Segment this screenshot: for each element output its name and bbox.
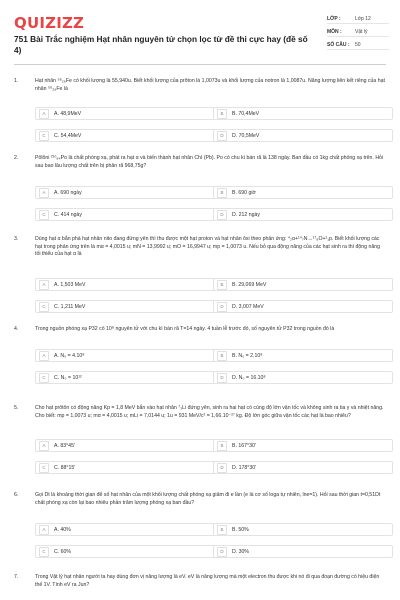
answer-option[interactable] — [35, 186, 215, 199]
option-text: A. 40% — [54, 526, 71, 533]
option-text: B. 690 giờ — [232, 189, 256, 196]
option-text: A. 48,9MeV — [54, 110, 82, 117]
answer-option[interactable] — [213, 349, 393, 362]
answer-option[interactable] — [213, 545, 393, 558]
option-text: B. 70,4MeV — [232, 110, 260, 117]
option-text: A. 690 ngày — [54, 189, 82, 196]
answer-option[interactable] — [213, 278, 393, 291]
meta-grade — [327, 14, 389, 24]
option-text: A. 1,503 MeV — [54, 281, 86, 288]
option-letter: C — [39, 131, 49, 141]
option-text: C. 60% — [54, 548, 72, 555]
option-letter: A — [39, 109, 49, 119]
option-letter: B — [217, 351, 227, 361]
option-text: A. N₀ = 4.10⁸ — [54, 352, 85, 359]
page-title: 751 Bài Trắc nghiệm Hạt nhân nguyên tử chọn lọc từ đề thi cực hay (đề số 4) — [14, 34, 308, 55]
option-letter: A — [39, 525, 49, 535]
question-number: 4. — [14, 326, 19, 332]
option-letter: C — [39, 373, 49, 383]
option-letter: A — [39, 280, 49, 290]
option-letter: B — [217, 109, 227, 119]
option-text: A. 83°45′ — [54, 442, 75, 449]
option-text: C. 414 ngày — [54, 211, 82, 218]
answer-option[interactable] — [35, 107, 215, 120]
answer-option[interactable] — [213, 523, 393, 536]
option-letter: D — [217, 463, 227, 473]
question-text: Hạt nhân ⁵⁶₂₆Fe có khối lượng là 55,940u. Biết khối lượng của prôton là 1,0073u và khối lượng của notron là 1,0087u. Năng lượng liên kết riêng của hạt nhân ⁵⁶₂₆Fe là — [35, 78, 385, 92]
question-3 — [14, 236, 386, 280]
answer-option[interactable] — [213, 371, 393, 384]
meta-label: SỐ CÂU : — [327, 41, 350, 48]
option-text: C. N₀ = 10¹² — [54, 374, 82, 381]
question-5 — [14, 405, 386, 441]
question-7 — [14, 574, 386, 598]
option-letter: B — [217, 280, 227, 290]
option-letter: D — [217, 373, 227, 383]
option-letter: A — [39, 188, 49, 198]
answer-option[interactable] — [213, 129, 393, 142]
option-letter: B — [217, 441, 227, 451]
option-text: D. 70,5MeV — [232, 132, 260, 139]
option-text: C. 54,4MeV — [54, 132, 82, 139]
meta-label: LỚP : — [327, 15, 341, 22]
answer-option[interactable] — [35, 129, 215, 142]
meta-value: Vật lý — [355, 28, 368, 35]
question-text: Trong nguồn phóng xạ P32 có 10⁸ nguyên tử với chu kì bán rã T=14 ngày. 4 tuần lễ trước đó, số nguyên tử P32 trong nguồn đó là — [35, 326, 335, 332]
option-text: D. 212 ngày — [232, 211, 260, 218]
answer-option[interactable] — [35, 523, 215, 536]
meta-subject — [327, 27, 389, 37]
meta-value: Lớp 12 — [355, 15, 371, 22]
meta-value: 50 — [355, 41, 361, 48]
option-letter: C — [39, 210, 49, 220]
option-letter: D — [217, 302, 227, 312]
option-text: D. 3,007 MeV — [232, 303, 264, 310]
meta-label: MÔN : — [327, 28, 342, 35]
meta-count — [327, 40, 389, 50]
option-text: B. N₀ = 2.10⁸ — [232, 352, 263, 359]
question-number: 7. — [14, 574, 19, 580]
answer-option[interactable] — [35, 545, 215, 558]
option-text: D. 178°30′ — [232, 464, 257, 471]
option-letter: C — [39, 547, 49, 557]
question-number: 1. — [14, 78, 19, 84]
question-number: 6. — [14, 492, 19, 498]
option-letter: A — [39, 441, 49, 451]
option-letter: B — [217, 525, 227, 535]
question-text: Gọi Dt là khoảng thời gian để số hạt nhân của một khối lượng chất phóng xạ giảm đi e lần (e là cơ số loga tự nhiên, lne=1). Hỏi sau thời gian t=0,51Dt chất phóng xạ còn lại bao nhiêu phần trăm lượng phóng xạ ban đầu? — [35, 492, 381, 506]
question-number: 3. — [14, 236, 19, 242]
option-letter: D — [217, 547, 227, 557]
answer-option[interactable] — [35, 300, 215, 313]
quiz-meta — [327, 14, 389, 53]
answer-option[interactable] — [35, 371, 215, 384]
option-letter: D — [217, 210, 227, 220]
answer-option[interactable] — [35, 461, 215, 474]
option-text: B. 50% — [232, 526, 249, 533]
question-text: Dùng hạt α bắn phá hạt nhân nito đang đứng yên thì thu được một hạt proton và hạt nhân ôxi theo phản ứng: ⁴₂α+¹⁴₇N→¹⁷₈O+¹₁p. Biết khối lượng các hạt trong phản ứng trên là mα = 4,0015 u; mN = 13,9992 u; mO = 16,9947 u; mp = 1,0073 u. Nếu bỏ qua động năng của các hạt sinh ra thì động năng tối thiểu của hạt α là — [35, 236, 381, 258]
option-text: B. 29,069 MeV — [232, 281, 267, 288]
question-text: Cho hạt prôtôn có động năng Kp = 1,8 MeV bắn vào hạt nhân ⁷₃Li đứng yên, sinh ra hai hạt có cùng độ lớn vận tốc và không sinh ra tia γ và nhiệt năng. Cho biết: mp = 1,0073 u; mα = 4,0015 u; mLi = 7,0144 u; 1u = 931 MeV/c² = 1,66.10⁻²⁷ kg. Độ lớn góc giữa vận tốc các hạt là bao nhiêu? — [35, 405, 384, 419]
option-letter: B — [217, 188, 227, 198]
question-number: 2. — [14, 155, 19, 161]
question-text: Trong Vật lý hạt nhân người ta hay dùng đơn vị năng lượng là eV. eV là năng lượng mà một electron thu được khi nó đi qua đoạn đường có hiệu điện thế 1V. Tính eV ra Jun? — [35, 574, 380, 588]
option-text: B. 167°30′ — [232, 442, 256, 449]
answer-option[interactable] — [213, 461, 393, 474]
answer-option[interactable] — [213, 186, 393, 199]
option-text: D. N₀ = 16.10⁸ — [232, 374, 266, 381]
answer-option[interactable] — [213, 208, 393, 221]
option-letter: D — [217, 131, 227, 141]
option-text: C. 1,211 MeV — [54, 303, 86, 310]
option-letter: C — [39, 463, 49, 473]
option-letter: C — [39, 302, 49, 312]
answer-option[interactable] — [35, 349, 215, 362]
logo: QUIZIZZ — [14, 14, 85, 32]
option-text: D. 30% — [232, 548, 250, 555]
answer-option[interactable] — [35, 208, 215, 221]
answer-option[interactable] — [35, 439, 215, 452]
option-letter: A — [39, 351, 49, 361]
answer-option[interactable] — [213, 107, 393, 120]
option-text: C. 88°15′ — [54, 464, 76, 471]
question-6 — [14, 492, 386, 522]
answer-option[interactable] — [35, 278, 215, 291]
answer-option[interactable] — [213, 439, 393, 452]
question-text: Pôlôni ²¹⁰₈₄Po là chất phóng xạ, phát ra hạt α và biến thành hạt nhân Chì (Pb). Po có chu kì bán rã là 138 ngày. Ban đầu có 1kg chất phóng xạ trên. Hỏi sau bao lâu lượng chất trên bị phân rã 968,75g? — [35, 155, 384, 169]
answer-option[interactable] — [213, 300, 393, 313]
question-number: 5. — [14, 405, 19, 411]
header-divider — [14, 64, 386, 65]
